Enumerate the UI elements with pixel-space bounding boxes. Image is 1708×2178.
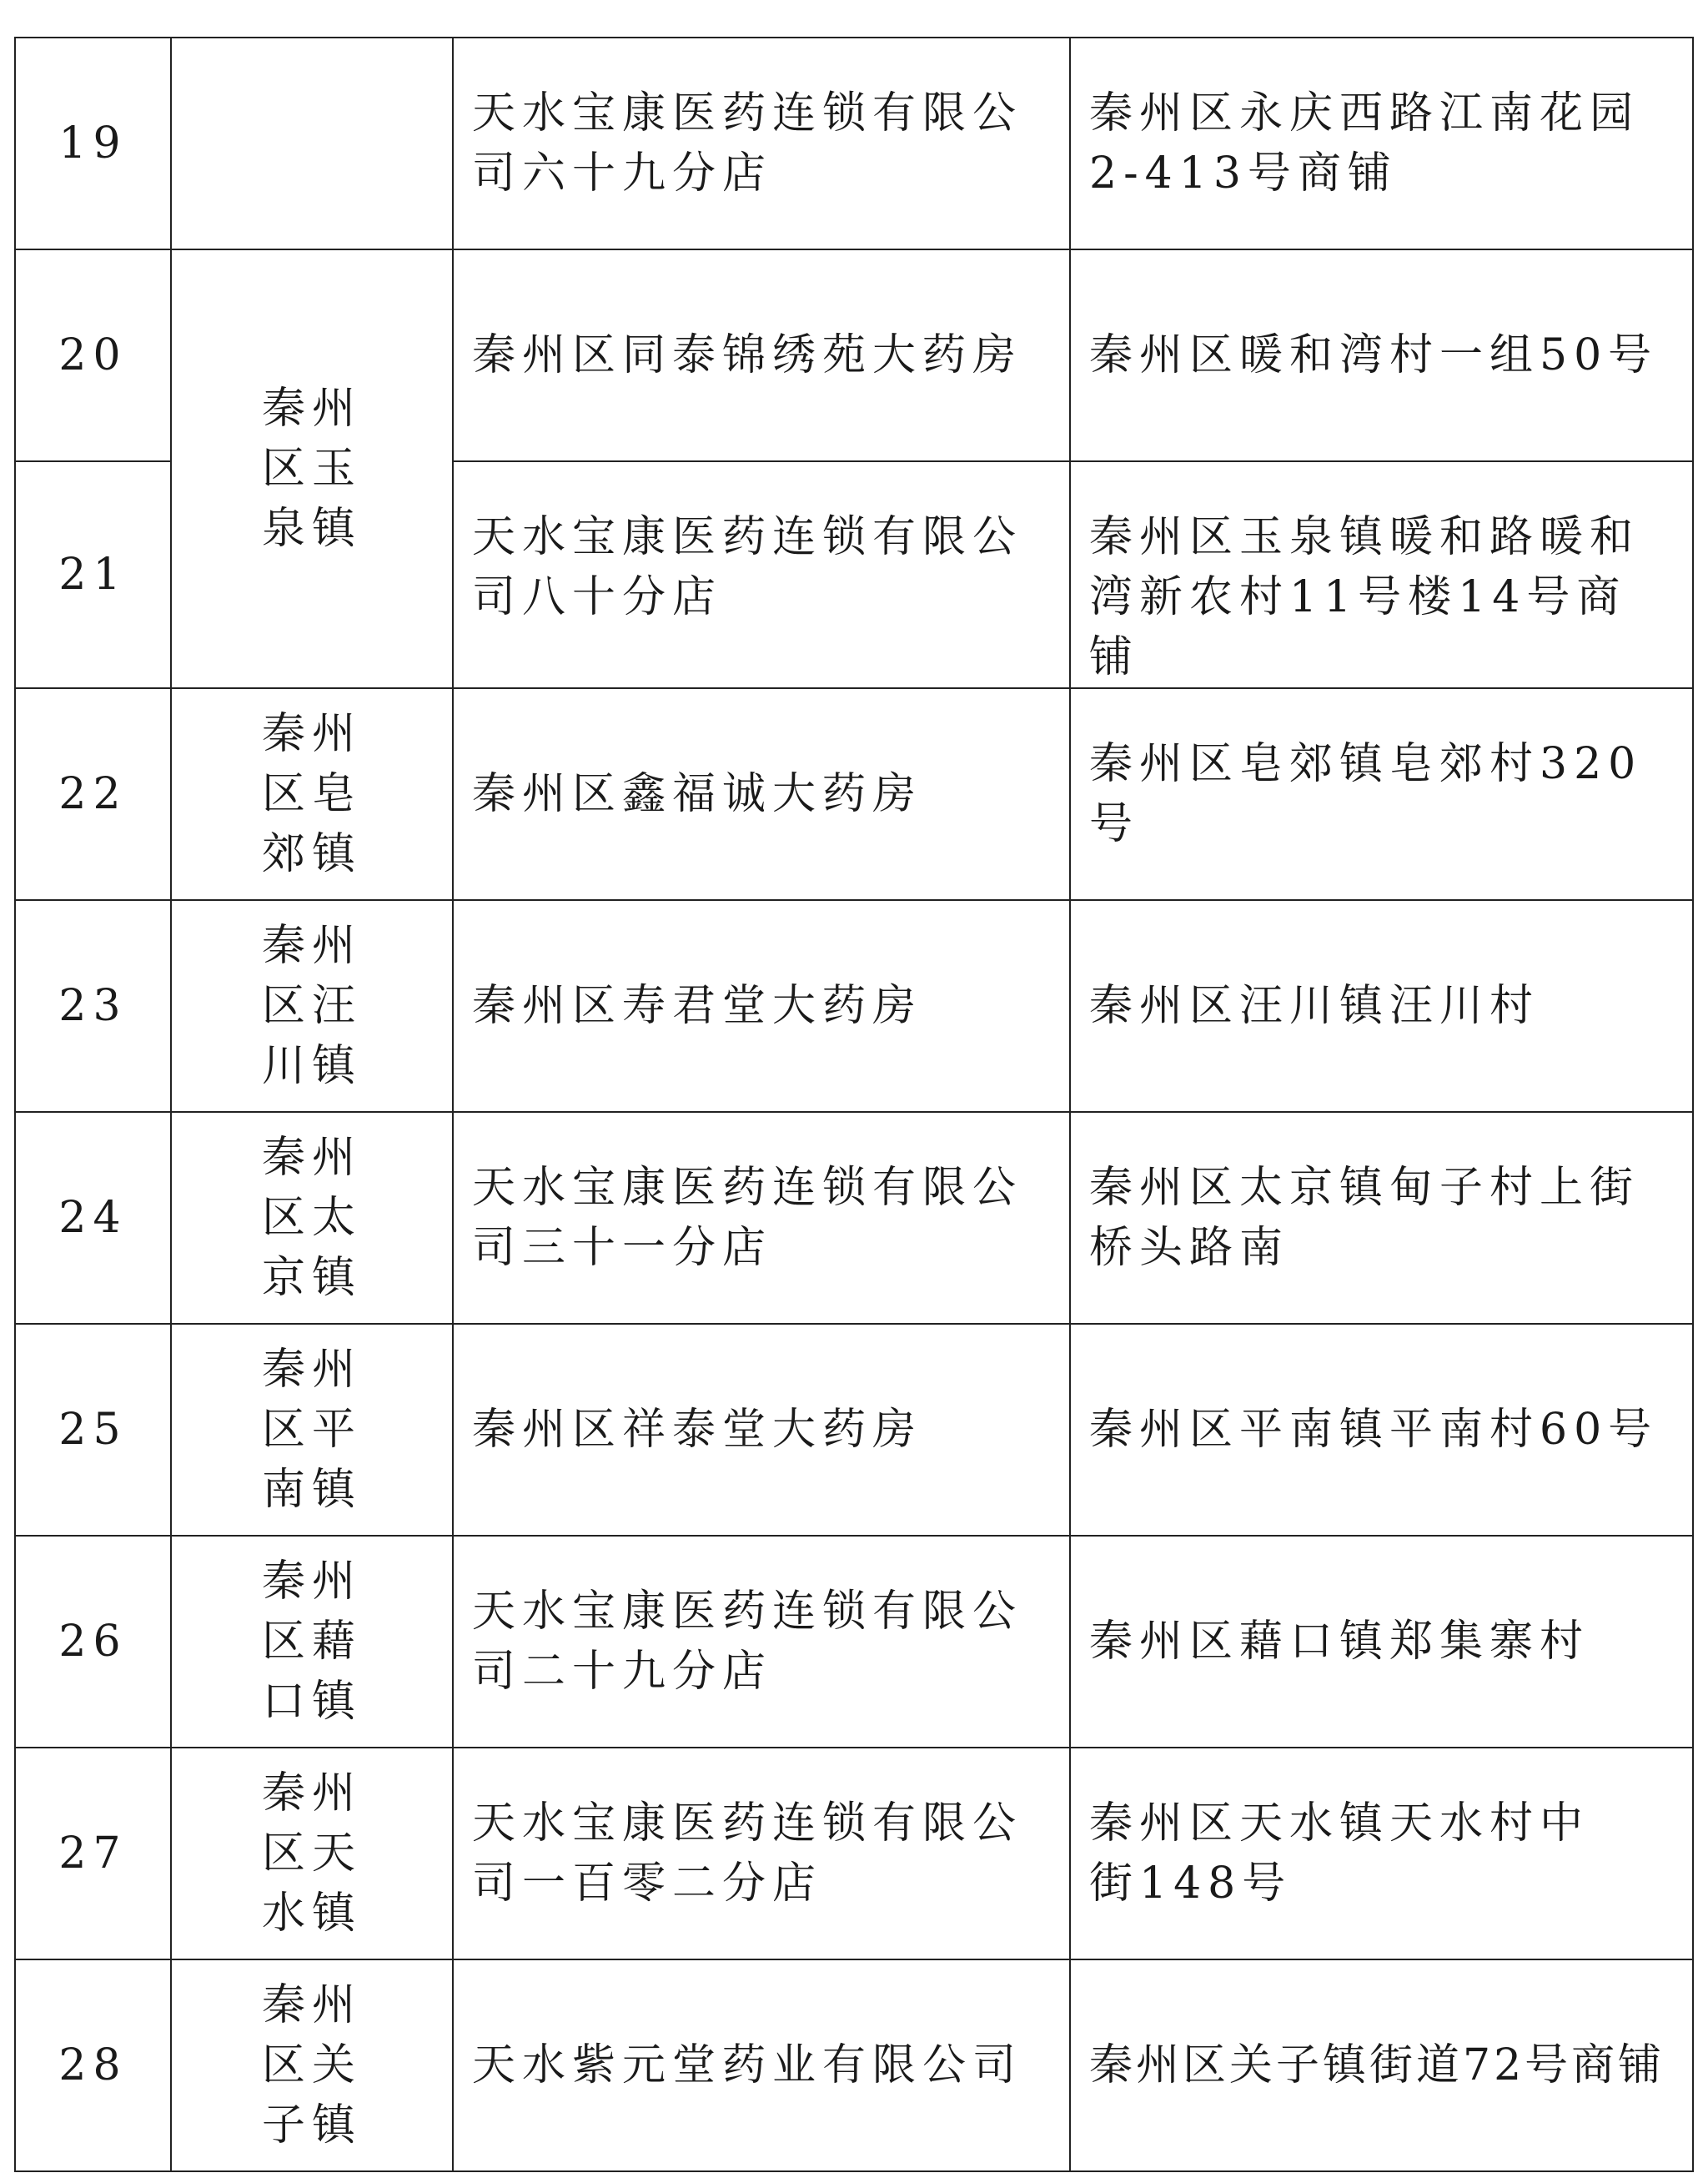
pharmacy-name: 秦州区寿君堂大药房 bbox=[453, 900, 1070, 1112]
table-row bbox=[15, 1112, 1693, 1324]
pharmacy-name: 天水宝康医药连锁有限公司三十一分店 bbox=[453, 1112, 1070, 1324]
pharmacy-address: 秦州区汪川镇汪川村 bbox=[1070, 900, 1693, 1112]
table-row bbox=[15, 1748, 1693, 1959]
row-number: 22 bbox=[15, 688, 171, 900]
town-cell bbox=[171, 1959, 453, 2171]
pharmacy-name: 天水宝康医药连锁有限公司一百零二分店 bbox=[453, 1748, 1070, 1959]
town-label: 秦州区关子镇 bbox=[261, 1980, 362, 2150]
pharmacy-name: 天水宝康医药连锁有限公司六十九分店 bbox=[453, 38, 1070, 249]
row-number: 23 bbox=[15, 900, 171, 1112]
town-cell bbox=[171, 249, 453, 688]
pharmacy-address: 秦州区藉口镇郑集寨村 bbox=[1070, 1536, 1693, 1748]
town-label: 秦州区藉口镇 bbox=[261, 1557, 362, 1727]
table-row bbox=[15, 1324, 1693, 1536]
table-row bbox=[15, 249, 1693, 461]
pharmacy-address: 秦州区玉泉镇暖和路暖和湾新农村11号楼14号商铺 bbox=[1070, 461, 1693, 688]
row-number: 28 bbox=[15, 1959, 171, 2171]
town-label: 秦州区玉泉镇 bbox=[261, 384, 362, 554]
pharmacy-address: 秦州区永庆西路江南花园2-413号商铺 bbox=[1070, 38, 1693, 249]
table-row bbox=[15, 1536, 1693, 1748]
pharmacy-name: 秦州区祥泰堂大药房 bbox=[453, 1324, 1070, 1536]
row-number: 21 bbox=[15, 461, 171, 688]
pharmacy-address: 秦州区关子镇街道72号商铺 bbox=[1070, 1959, 1693, 2171]
town-label: 秦州区平南镇 bbox=[261, 1345, 362, 1515]
row-number: 26 bbox=[15, 1536, 171, 1748]
pharmacy-name: 秦州区鑫福诚大药房 bbox=[453, 688, 1070, 900]
town-cell bbox=[171, 688, 453, 900]
pharmacy-address: 秦州区天水镇天水村中街148号 bbox=[1070, 1748, 1693, 1959]
pharmacy-table bbox=[14, 37, 1694, 2172]
pharmacy-address: 秦州区平南镇平南村60号 bbox=[1070, 1324, 1693, 1536]
table-row bbox=[15, 1959, 1693, 2171]
row-number: 19 bbox=[15, 38, 171, 249]
row-number: 25 bbox=[15, 1324, 171, 1536]
town-label: 秦州区汪川镇 bbox=[261, 921, 362, 1091]
row-number: 24 bbox=[15, 1112, 171, 1324]
town-cell bbox=[171, 1324, 453, 1536]
town-label: 秦州区太京镇 bbox=[261, 1133, 362, 1303]
row-number: 27 bbox=[15, 1748, 171, 1959]
table-row bbox=[15, 688, 1693, 900]
table-row bbox=[15, 38, 1693, 249]
town-cell bbox=[171, 38, 453, 249]
town-label: 秦州区皂郊镇 bbox=[261, 709, 362, 879]
town-cell bbox=[171, 900, 453, 1112]
town-cell bbox=[171, 1536, 453, 1748]
town-cell bbox=[171, 1748, 453, 1959]
row-number: 20 bbox=[15, 249, 171, 461]
pharmacy-name: 天水紫元堂药业有限公司 bbox=[453, 1959, 1070, 2171]
town-label: 秦州区天水镇 bbox=[261, 1768, 362, 1939]
pharmacy-address: 秦州区暖和湾村一组50号 bbox=[1070, 249, 1693, 461]
pharmacy-name: 天水宝康医药连锁有限公司二十九分店 bbox=[453, 1536, 1070, 1748]
pharmacy-name: 秦州区同泰锦绣苑大药房 bbox=[453, 249, 1070, 461]
table-row bbox=[15, 900, 1693, 1112]
pharmacy-name: 天水宝康医药连锁有限公司八十分店 bbox=[453, 461, 1070, 688]
pharmacy-address: 秦州区太京镇甸子村上街桥头路南 bbox=[1070, 1112, 1693, 1324]
pharmacy-address: 秦州区皂郊镇皂郊村320号 bbox=[1070, 688, 1693, 900]
town-cell bbox=[171, 1112, 453, 1324]
